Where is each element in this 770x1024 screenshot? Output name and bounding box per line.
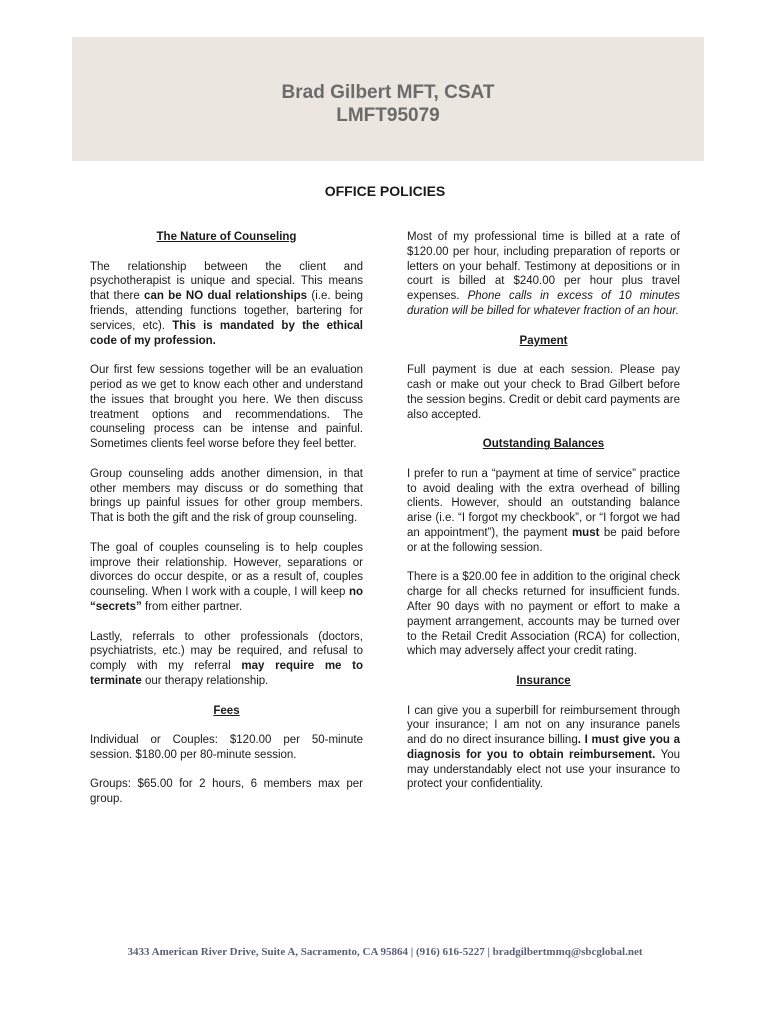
fees-paragraph-2: Groups: $65.00 for 2 hours, 6 members max per group. xyxy=(90,778,363,806)
outstanding-heading: Outstanding Balances xyxy=(482,438,605,451)
billing-paragraph: Most of my professional time is billed at a rate of $120.00 per hour, including preparation of reports or letters on your behalf. Testimony at depositions or in court is billed at $240.00 per hour plus travel expenses. Phone calls in excess of 10 minutes duration will be billed for whatever fraction of an hour. xyxy=(407,231,680,317)
right-column xyxy=(407,230,680,807)
nature-paragraph-1: The relationship between the client and psychotherapist is unique and special. This means that there can be NO dual relationships (i.e. being friends, attending functions together, bartering for services, etc). This is mandated by the ethical code of my profession. xyxy=(90,260,363,347)
contact-footer: 3433 American River Drive, Suite A, Sacramento, CA 95864 | (916) 616-5227 | bradgilbertmmq@sbcglobal.net xyxy=(127,946,643,958)
letterhead xyxy=(72,37,704,161)
outstanding-paragraph-1: I prefer to run a “payment at time of service” practice to avoid dealing with the extra overhead of billing clients. However, should an outstanding balance arise (i.e. “I forgot my checkbook”, or “I forgot we had an appointment”), the payment must be paid before or at the following session. xyxy=(407,467,680,554)
insurance-heading: Insurance xyxy=(516,674,571,687)
nature-paragraph-2: Our first few sessions together will be an evaluation period as we get to know each other and understand the issues that brought you here. We then discuss treatment options and recommendations. The counseling process can be intense and painful. Sometimes clients feel worse before they feel better. xyxy=(90,364,363,451)
payment-paragraph: Full payment is due at each session. Please pay cash or make out your check to Brad Gilbert before the session begins. Credit or debit card payments are also accepted. xyxy=(407,364,680,421)
fees-heading: Fees xyxy=(213,704,240,717)
left-column xyxy=(90,230,363,822)
outstanding-paragraph-2: There is a $20.00 fee in addition to the original check charge for all checks returned for insufficient funds. After 90 days with no payment or effort to make a payment arrangement, accounts may be turned over to the Retail Credit Association (RCA) for collection, which may adversely affect your credit rating. xyxy=(407,571,680,658)
payment-heading: Payment xyxy=(519,334,568,347)
nature-paragraph-3: Group counseling adds another dimension, in that other members may discuss or do something that brings up painful issues for other group members. That is both the gift and the risk of group counseling. xyxy=(90,467,363,525)
nature-paragraph-5: Lastly, referrals to other professionals (doctors, psychiatrists, etc.) may be required, and refusal to comply with my referral may require me to terminate our therapy relationship. xyxy=(90,630,363,687)
insurance-paragraph: I can give you a superbill for reimbursement through your insurance; I am not on any insurance panels and do no direct insurance billing. I must give you a diagnosis for you to obtain reimbursement. You may understandably elect not use your insurance to protect your confidentiality. xyxy=(407,704,680,791)
fees-paragraph-1: Individual or Couples: $120.00 per 50-minute session. $180.00 per 80-minute session. xyxy=(90,734,363,761)
nature-heading: The Nature of Counseling xyxy=(156,231,297,243)
license-number: LMFT95079 xyxy=(336,105,440,126)
practitioner-name: Brad Gilbert MFT, CSAT xyxy=(281,82,495,103)
nature-paragraph-4: The goal of couples counseling is to help couples improve their relationship. However, separations or divorces do occur despite, or as a result of, couples counseling. When I work with a couple, I will keep no “secrets” from either partner. xyxy=(90,541,363,613)
page-title: OFFICE POLICIES xyxy=(324,183,446,199)
